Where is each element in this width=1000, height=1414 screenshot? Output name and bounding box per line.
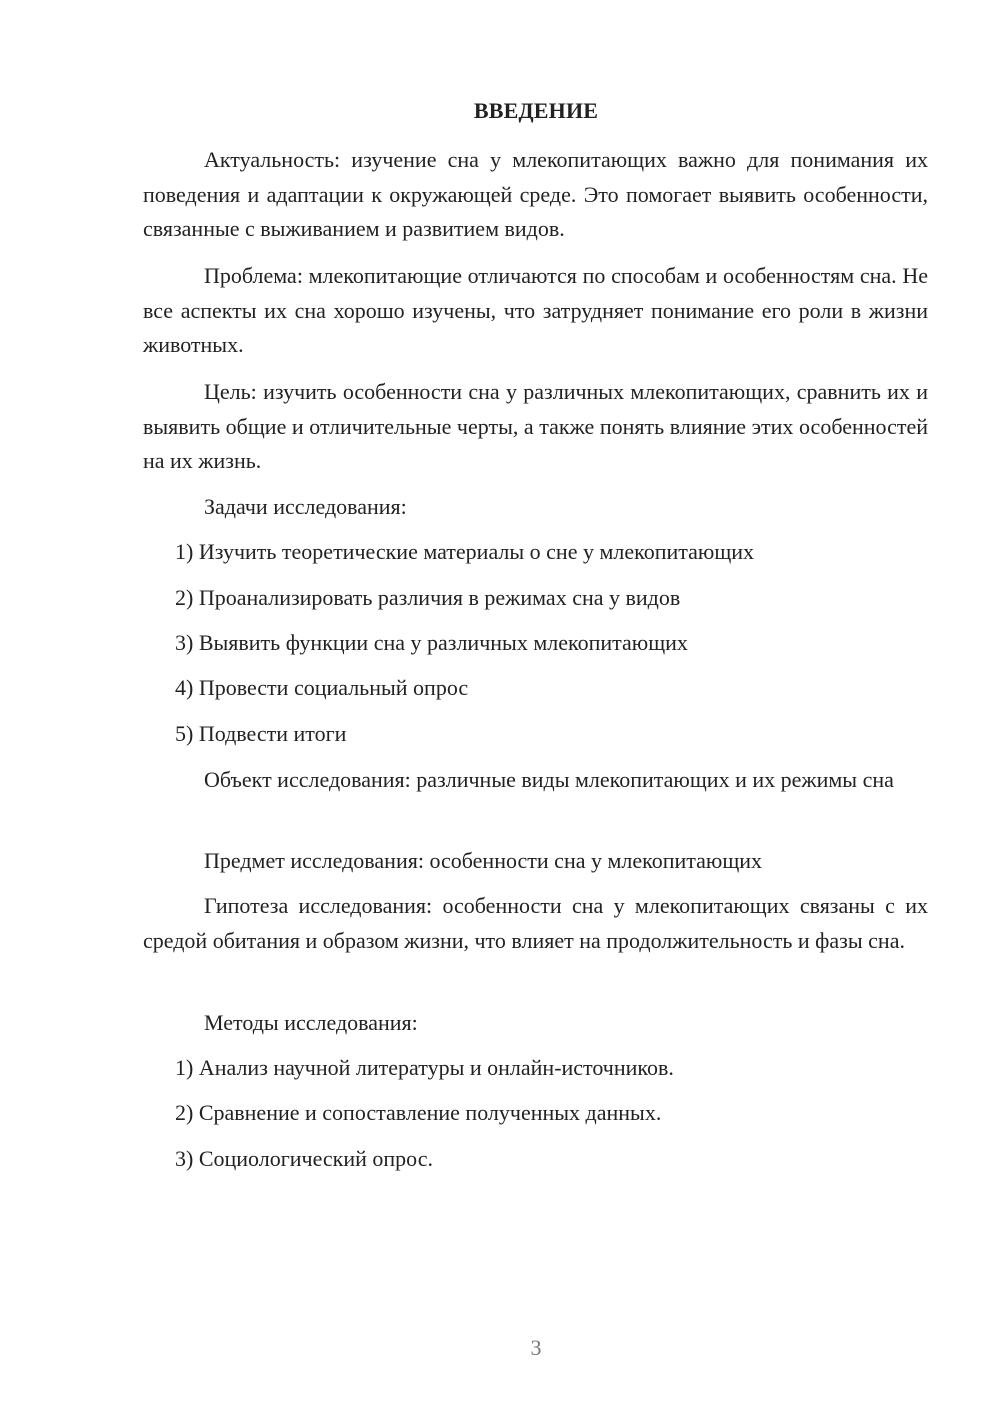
methods-heading: Методы исследования:	[204, 1010, 418, 1035]
object-paragraph: Объект исследования: различные виды млекопитающих и их режимы сна	[204, 767, 894, 792]
subject-paragraph: Предмет исследования: особенности сна у млекопитающих	[204, 848, 763, 873]
page-number: 3	[530, 1335, 542, 1360]
task-item-4: 4) Провести социальный опрос	[175, 675, 469, 700]
task-item-2: 2) Проанализировать различия в режимах сна у видов	[175, 585, 681, 610]
method-item-1: 1) Анализ научной литературы и онлайн-источников.	[175, 1055, 674, 1080]
goal-paragraph: Цель: изучить особенности сна у различных млекопитающих, сравнить их и выявить общие и отличительные черты, а также понять влияние этих особенностей на их жизнь.	[143, 379, 928, 473]
problem-paragraph: Проблема: млекопитающие отличаются по способам и особенностям сна. Не все аспекты их сна хорошо изучены, что затрудняет понимание его роли в жизни животных.	[143, 263, 928, 357]
task-item-3: 3) Выявить функции сна у различных млекопитающих	[175, 630, 688, 655]
task-item-5: 5) Подвести итоги	[175, 721, 347, 746]
method-item-3: 3) Социологический опрос.	[175, 1146, 433, 1171]
task-item-1: 1) Изучить теоретические материалы о сне у млекопитающих	[175, 539, 755, 564]
hypothesis-paragraph: Гипотеза исследования: особенности сна у млекопитающих связаны с их средой обитания и образом жизни, что влияет на продолжительность и фазы сна.	[143, 893, 928, 953]
section-title: ВВЕДЕНИЕ	[473, 98, 599, 123]
tasks-heading: Задачи исследования:	[204, 494, 407, 519]
relevance-paragraph: Актуальность: изучение сна у млекопитающих важно для понимания их поведения и адаптации к окружающей среде. Это помогает выявить особенности, связанные с выживанием и развитием видов.	[143, 147, 928, 241]
method-item-2: 2) Сравнение и сопоставление полученных данных.	[175, 1100, 662, 1125]
